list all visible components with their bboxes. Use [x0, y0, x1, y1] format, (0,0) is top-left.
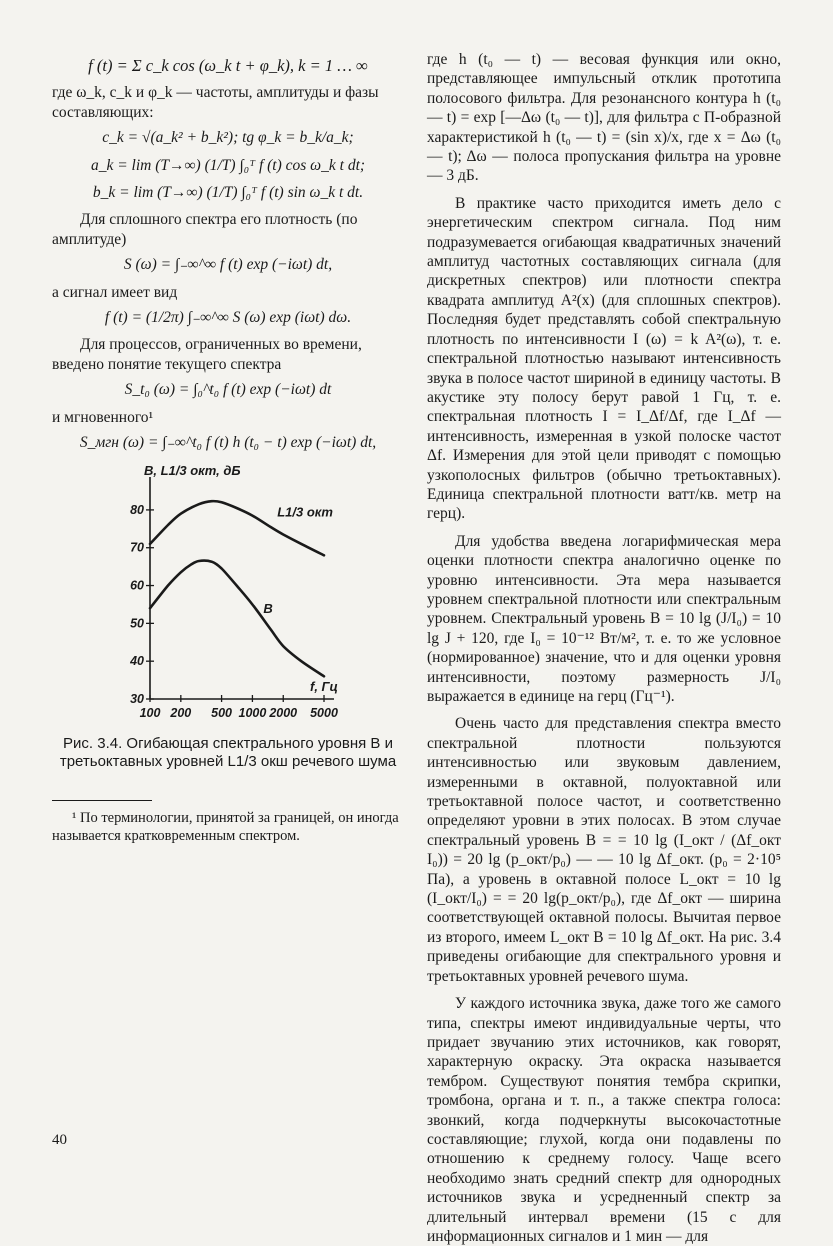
right-column: [427, 50, 781, 1246]
figure-caption: Рис. 3.4. Огибающая спектрального уровня B и третьоктавных уровней L1/3 окш речевого шума: [59, 734, 397, 770]
x-tick-label: 5000: [310, 705, 338, 720]
x-tick-label: 2000: [269, 705, 298, 720]
formula-inverse-transform: f (t) = (1/2π) ∫₋∞^∞ S (ω) exp (iωt) dω.: [104, 309, 352, 327]
left-column: [52, 50, 404, 845]
formula-fourier-series: f (t) = Σ c_k cos (ω_k t + φ_k), k = 1 … ∞: [88, 56, 368, 75]
formula-b-k: b_k = lim (T→∞) (1/T) ∫₀ᵀ f (t) sin ω_k t dt.: [92, 184, 364, 202]
paragraph-components: где ω_k, c_k и φ_k — частоты, амплитуды и фазы составляющих:: [52, 84, 379, 121]
x-tick-label: 500: [211, 705, 233, 720]
x-tick-label: 200: [170, 705, 192, 720]
formula-spectrum-density: S (ω) = ∫₋∞^∞ f (t) exp (−iωt) dt,: [123, 256, 333, 274]
formula-a-k: a_k = lim (T→∞) (1/T) ∫₀ᵀ f (t) cos ω_k t dt;: [90, 156, 366, 174]
y-tick-label: 70: [130, 540, 144, 555]
y-tick-label: 50: [130, 615, 144, 630]
paragraph-instant: и мгновенного¹: [52, 408, 154, 426]
paragraph-energy-spectrum: В практике часто приходится иметь дело с энергетическим спектром сигнала. Под ним подразумевается огибающая квадратичных значений амплитуд частотных составляющих сигнала (для дискретных спектров) или плотности спектра квадрата амплитуд A²(x) (для сплошных спектров). Последняя будет представлять собой спектральную плотность по интенсивности I (ω) = k A²(ω), т. е. спектральной плотностью называют интенсивность звука в полосе частот шириной в единицу частоты. В акустике эту полосу берут равой 1 Гц, т. е. спектральная плотность I = I_Δf/Δf, где I_Δf — интенсивность, измеренная в узкой полоске частот Δf. Измерения для этой цели приводят с помощью узкополосных фильтров (обычно третьоктавных). Единица спектральной плотности ватт/кв. метр на герц).: [427, 194, 781, 523]
paragraph-continuous-spectrum: Для сплошного спектра его плотность (по амплитуде): [52, 211, 358, 248]
footnote-divider: [52, 800, 152, 801]
footnote: ¹ По терминологии, принятой за границей, он иногда называется кратковременным спектром.: [52, 809, 399, 844]
x-axis-label: f, Гц: [310, 678, 338, 694]
x-tick-label: 1000: [238, 705, 267, 720]
paragraph-current-spectrum: Для процессов, ограниченных во времени, введено понятие текущего спектра: [52, 336, 362, 373]
paragraph-spectral-level: Для удобства введена логарифмическая мера оценки плотности спектра аналогично оценке по уровню интенсивности. Эта мера называется уровнем спектральной плотности или спектральным уровнем. Спектральный уровень B = 10 lg (J/I₀) = 10 lg J + 120, где I₀ = 10⁻¹² Вт/м², т. е. то же условное (нормированное) значение, что и для оценки уровня интенсивности, поэтому размерность J/I₀ выражается в единице на герц (Гц⁻¹).: [427, 532, 781, 705]
paragraph-band-levels: Очень часто для представления спектра вместо спектральной плотности пользуются интенсивностью или звуковым давлением, измеренными в октавной, полуоктавной или третьоктавной полосе частот, и соответственно определяют уровни в этих полосах. В этом случае спектральный уровень B = = 10 lg (I_окт / (Δf_окт I₀)) = 20 lg (p_окт/p₀) — — 10 lg Δf_окт. (p₀ = 2·10⁵ Па), а уровень в октавной полосе L_окт = 10 lg (I_окт/I₀) = = 20 lg(p_окт/p₀), где Δf_окт — ширина соответствующей октавной полосы. Вычитая первое из второго, имеем L_окт B = 10 lg Δf_окт. На рис. 3.4 приведены огибающие для спектрального уровня и третьоктавных уровней речевого шума.: [427, 715, 781, 985]
series-label: B: [263, 600, 273, 616]
formula-instant-spectrum: S_мгн (ω) = ∫₋∞^t₀ f (t) h (t₀ − t) exp (−iωt) dt,: [79, 434, 377, 452]
series-label: L1/3 окт: [277, 503, 333, 519]
x-tick-label: 100: [139, 705, 161, 720]
paragraph-timbre: У каждого источника звука, даже того же самого типа, спектры имеют индивидуальные черты, что придает звучанию этих источников, как говорят, характерную окраску. Эта окраска называется тембром. Существуют понятия тембра скрипки, тромбона, органа и т. п., а также спектра голоса: звонкий, когда подчеркнуты высокочастотные составляющие; глухой, когда они подавлены по отношению к среднему голосу. Чаще всего необходимо знать средний спектр для однородных источников звука и усредненный спектр за длительный интервал времени (15 с для информационных сигналов и 1 мин — для: [427, 995, 781, 1245]
y-tick-label: 80: [130, 502, 144, 517]
y-tick-label: 40: [130, 653, 144, 668]
y-tick-label: 60: [130, 578, 144, 593]
formula-current-spectrum: S_t₀ (ω) = ∫₀^t₀ f (t) exp (−iωt) dt: [124, 381, 332, 399]
y-axis-label: B, L1/3 окт, дБ: [144, 462, 241, 478]
formula-amplitude-phase: c_k = √(a_k² + b_k²); tg φ_k = b_k/a_k;: [102, 129, 354, 147]
page-number: 40: [52, 1132, 67, 1148]
series-line-b: [150, 560, 324, 676]
paragraph-window-function: где h (t₀ — t) — весовая функция или окно, представляющее импульсный отклик прототипа полосового фильтра. Для резонансного контура h (t₀ — t) = exp [—Δω (t₀ — t)], для фильтра с П-образной характеристикой h (t₀ — t) = (sin x)/x, где x = Δω (t₀ — t); Δω — полоса пропускания фильтра на уровне — 3 дБ.: [427, 51, 781, 185]
y-tick-label: 30: [130, 691, 144, 706]
figure-3-4-chart: [52, 461, 404, 731]
paragraph-signal-form: а сигнал имеет вид: [52, 283, 178, 301]
